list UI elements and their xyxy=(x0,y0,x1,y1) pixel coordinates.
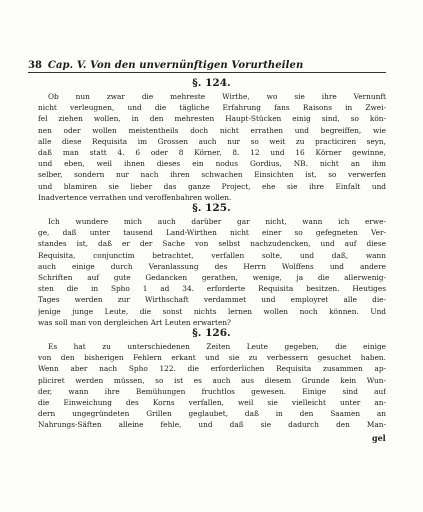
text-line: Tages werden zur Wirthschaft verdammet und employret alle die- xyxy=(38,295,386,305)
text-line: dern ungegründeten Grillen geglaubet, daß in den Saamen an xyxy=(38,409,386,419)
text-line: alle diese Requisita im Grossen auch nur so weit zu practiciren seyn, xyxy=(38,136,386,146)
text-line: jenige junge Leute, die sonst nichts lernen wollen noch können. Und xyxy=(38,306,386,316)
paragraph-125 xyxy=(38,216,386,328)
text-line: und eben, weil ihnen dieses ein nodus Gordius, NB. nicht an ihm xyxy=(38,159,386,169)
text-line: selber, sondern nur nach ihren schwachen Einsichten ist, so verwerfen xyxy=(38,170,386,180)
text-line: fel ziehen wollen, in den mehresten Haupt-Stücken einig sind, so kön- xyxy=(38,114,386,124)
text-line: Nahrungs-Säften alleine fehle, und daß sie dadurch den Man- xyxy=(38,420,386,430)
text-line: Wenn aber nach Spho 122. die erforderlichen Requisita zusammen ap- xyxy=(38,364,386,374)
text-line: und blamiren sie lieber das ganze Project, ehe sie ihre Einfalt und xyxy=(38,181,386,191)
text-line: ge, daß unter tausend Land-Wirthen nicht einer so gefegneten Ver- xyxy=(38,228,386,238)
running-title: Cap. V. Von den unvernünftigen Vorurtheilen xyxy=(47,60,304,71)
paragraph-126 xyxy=(38,341,386,431)
text-line: von den bisherigen Fehlern erkant und sie zu verbessern gesuchet haben. xyxy=(38,353,386,363)
header-rule xyxy=(28,72,386,73)
text-line: was soll man von dergleichen Art Leuten erwarten? xyxy=(38,317,231,327)
text-line: pliciret werden müssen, so ist es auch aus diesem Grunde kein Wun- xyxy=(38,375,386,385)
running-header xyxy=(28,60,380,71)
text-line: die Einweichung des Korns verfallen, weil sie vielleicht unter an- xyxy=(38,398,386,408)
text-line: Es hat zu unterschiedenen Zeiten Leute gegeben, die einige xyxy=(48,342,386,351)
text-line: Ich wundere mich auch darüber gar nicht, wann ich erwe- xyxy=(48,217,386,226)
text-line: der, wann ihre Bemühungen fruchtlos gewesen. Einige sind auf xyxy=(38,386,386,396)
page-number: 38 xyxy=(28,60,42,71)
text-line: Requisita, conjunctim betrachtet, verfallen solte, und daß, wann xyxy=(38,250,386,260)
text-line: daß man statt 4. 6 oder 8 Körner, 8. 12 und 16 Körner gewinne, xyxy=(38,148,386,158)
text-line: Inadvertence verrathen und veroffenbahren wollen. xyxy=(38,192,232,202)
text-line: auch einige durch Veranlassung des Herrn Wolffens und andere xyxy=(38,261,386,271)
text-line: Schriften auf gute Gedancken gerathen, wenige, ja die allerwenig- xyxy=(38,273,386,283)
text-line: standes ist, daß er der Sache von selbst nachzudencken, und auf diese xyxy=(38,239,386,249)
section-heading-126: §. 126. xyxy=(192,327,231,339)
section-heading-125: §. 125. xyxy=(192,202,231,214)
catchword: gel xyxy=(372,433,386,443)
section-heading-124: §. 124. xyxy=(192,77,231,89)
text-line: sten die in Spho 1 ad 34. erforderte Requisita besitzen. Heutiges xyxy=(38,284,386,294)
text-line: nen oder wollen meistentheils doch nicht errathen und begreiffen, wie xyxy=(38,125,386,135)
text-line: Ob nun zwar die mehreste Wirthe, wo sie ihre Vernunft xyxy=(48,92,386,101)
paragraph-124 xyxy=(38,91,386,203)
text-line: nicht verleugnen, und die tägliche Erfahrung fans Raisons in Zwei- xyxy=(38,103,386,113)
